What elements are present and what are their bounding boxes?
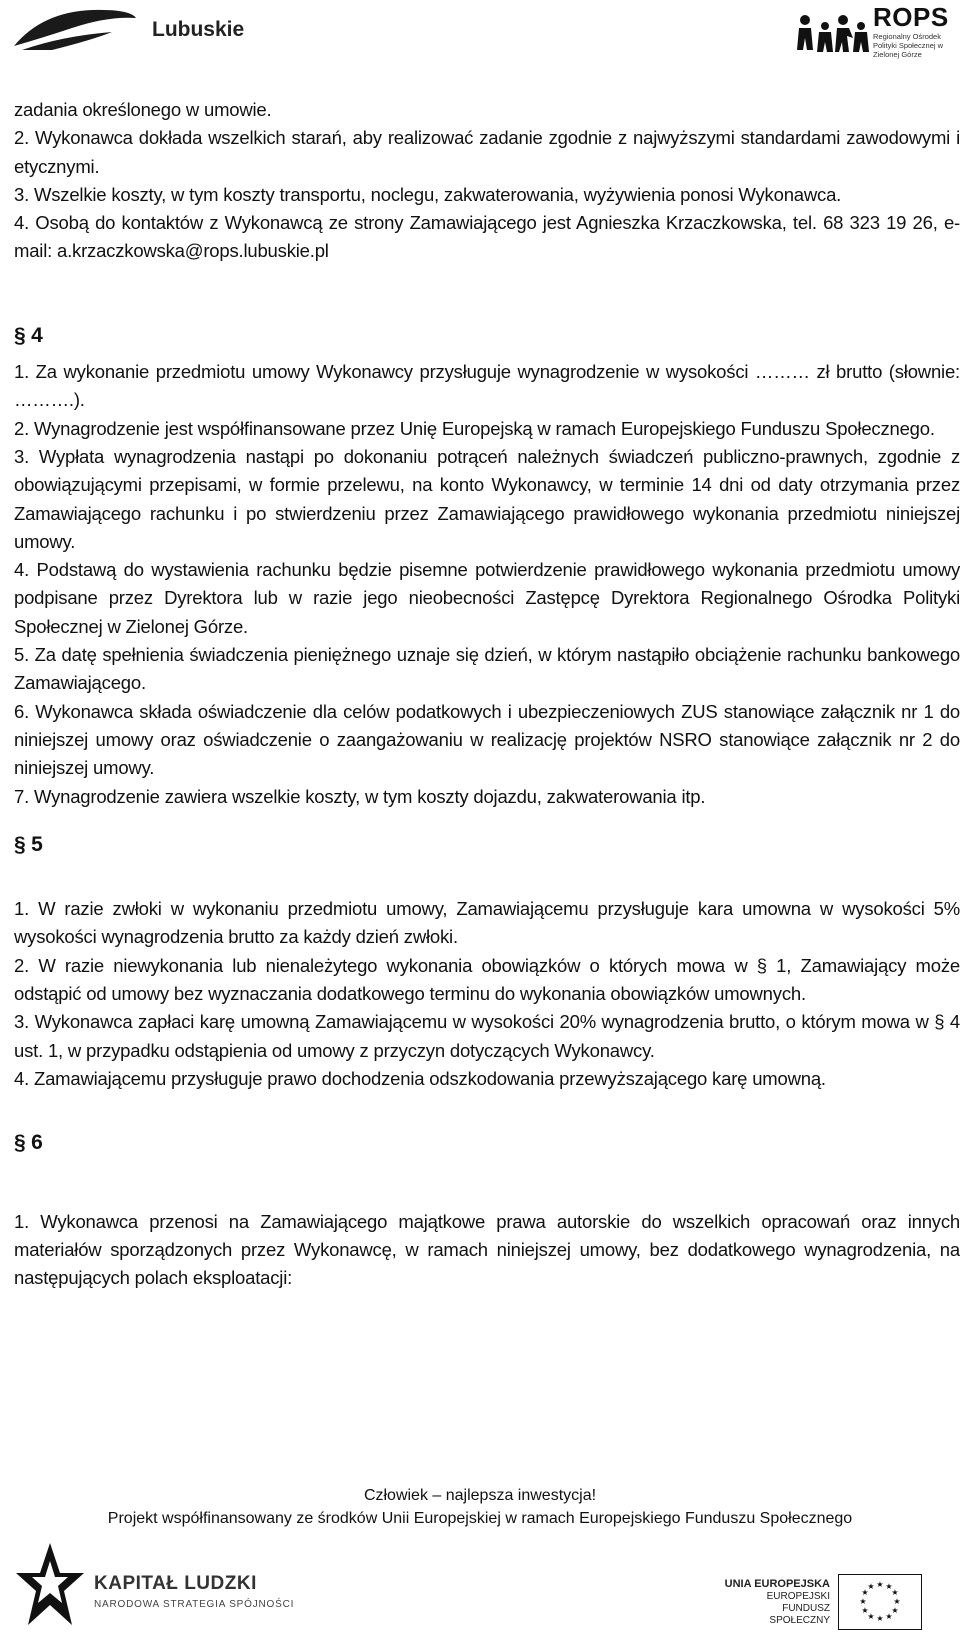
rops-logo-title: ROPS	[873, 2, 949, 32]
svg-text:★: ★	[891, 1606, 899, 1615]
kapital-ludzki-star-icon	[14, 1539, 86, 1629]
bottom-logos	[0, 1535, 960, 1632]
section-heading-5: § 5	[14, 832, 43, 856]
paragraph: 3. Wykonawca zapłaci karę umowną Zamawiającemu w wysokości 20% wynagrodzenia brutto, o którym mowa w § 4 ust. 1, w przypadku odstąpienia od umowy z przyczyn dotyczących Wykonawcy.	[14, 1011, 960, 1061]
rops-logo	[795, 2, 955, 64]
family-figures-icon	[795, 10, 871, 60]
footer-slogan: Człowiek – najlepsza inwestycja!	[363, 1487, 597, 1504]
footer-project-note: Projekt współfinansowany ze środków Unii Europejskiej w ramach Europejskiego Funduszu Społecznego	[107, 1510, 853, 1527]
paragraph: 2. Wykonawca dokłada wszelkich starań, aby realizować zadanie zgodnie z najwyższymi standardami zawodowymi i etycznymi.	[14, 127, 960, 177]
svg-text:★: ★	[876, 1614, 884, 1623]
paragraph: 1. Wykonawca przenosi na Zamawiającego majątkowe prawa autorskie do wszelkich opracowań oraz innych materiałów sporządzonych przez Wykonawcę, w ramach niniejszej umowy, bez dodatkowego wynagrodzenia, na następujących polach eksploatacji:	[14, 1210, 960, 1289]
paragraph: 4. Zamawiającemu przysługuje prawo dochodzenia odszkodowania przewyższającego karę umowną.	[14, 1067, 826, 1089]
kapital-ludzki-subtitle: NARODOWA STRATEGIA SPÓJNOŚCI	[94, 1599, 295, 1610]
paragraph: zadania określonego w umowie.	[14, 99, 272, 120]
spacer	[14, 350, 960, 358]
paragraph: 3. Wszelkie koszty, w tym koszty transportu, noclegu, zakwaterowania, wyżywienia ponosi Wykonawca.	[14, 183, 842, 205]
kapital-ludzki-title: KAPITAŁ LUDZKI	[94, 1573, 257, 1594]
svg-text:★: ★	[885, 1612, 893, 1621]
spacer	[14, 1093, 960, 1129]
paragraph: 1. W razie zwłoki w wykonaniu przedmiotu umowy, Zamawiającemu przysługuje kara umowna w wysokości 5% wysokości wynagrodzenia brutto za każdy dzień zwłoki.	[14, 898, 960, 948]
spacer	[14, 266, 960, 322]
paragraph: 5. Za datę spełnienia świadczenia pieniężnego uznaje się dzień, w którym nastąpiło obciążenie rachunku bankowego Zamawiającego.	[14, 644, 960, 694]
eu-logo-line2: EUROPEJSKI	[766, 1591, 830, 1602]
svg-text:★: ★	[891, 1588, 899, 1597]
page-footer	[0, 1484, 960, 1530]
section-heading-6: § 6	[14, 1131, 43, 1155]
paragraph: 4. Osobą do kontaktów z Wykonawcą ze strony Zamawiającego jest Agnieszka Krzaczkowska, tel. 68 323 19 26, e-mail: a.krzaczkowska@rops.lubuskie.pl	[14, 212, 960, 262]
spacer	[14, 1158, 960, 1208]
document-body	[14, 96, 960, 1292]
paragraph: 6. Wykonawca składa oświadczenie dla celów podatkowych i ubezpieczeniowych ZUS stanowiące załącznik nr 1 do niniejszej umowy oraz oświadczenie o zaangażowaniu w realizację projektów NSRO stanowiące załącznik nr 2 do niniejszej umowy.	[14, 700, 960, 779]
svg-text:★: ★	[893, 1597, 901, 1606]
paragraph: 3. Wypłata wynagrodzenia nastąpi po dokonaniu potrąceń należnych świadczeń publiczno-prawnych, zgodnie z obowiązującymi przepisami, w formie przelewu, na konto Wykonawcy, w terminie 14 dni od daty otrzymania przez Zamawiającego rachunku i po stwierdzeniu przez Zamawiającego prawidłowego wykonania przedmiotu niniejszej umowy.	[14, 445, 960, 552]
paragraph: 1. Za wykonanie przedmiotu umowy Wykonawcy przysługuje wynagrodzenie w wysokości ……… zł brutto (słownie: ……….).	[14, 361, 960, 411]
eu-logo-text	[720, 1578, 830, 1627]
spacer	[14, 811, 960, 831]
eu-flag-icon	[838, 1574, 922, 1630]
paragraph: 2. W razie niewykonania lub nienależytego wykonania obowiązków o których mowa w § 1, Zamawiający może odstąpić od umowy bez wyznaczania dodatkowego terminu do wykonania obowiązków umownych.	[14, 954, 960, 1005]
svg-text:★: ★	[859, 1597, 867, 1606]
svg-text:★: ★	[885, 1582, 893, 1591]
paragraph: 7. Wynagrodzenie zawiera wszelkie koszty, w tym koszty dojazdu, zakwaterowania itp.	[14, 785, 706, 807]
svg-text:★: ★	[861, 1606, 869, 1615]
eu-logo-line3: FUNDUSZ SPOŁECZNY	[769, 1603, 830, 1626]
kapital-ludzki-logo	[14, 1539, 314, 1629]
lubuskie-logo	[12, 6, 252, 56]
svg-text:★: ★	[867, 1612, 875, 1621]
eu-logo-line1: UNIA EUROPEJSKA	[724, 1578, 830, 1590]
rops-logo-subtitle: Regionalny Ośrodek Polityki Społecznej w Zielonej Górze	[873, 32, 944, 59]
svg-text:★: ★	[876, 1580, 884, 1589]
paragraph: 2. Wynagrodzenie jest współfinansowane przez Unię Europejską w ramach Europejskiego Funduszu Społecznego.	[14, 417, 935, 439]
svg-text:★: ★	[861, 1588, 869, 1597]
spacer	[14, 859, 960, 895]
paragraph: 4. Podstawą do wystawienia rachunku będzie pisemne potwierdzenie prawidłowego wykonania przedmiotu umowy podpisane przez Dyrektora lub w razie jego nieobecności Zastępcę Dyrektora Regionalnego Ośrodka Polityki Społecznej w Zielonej Górze.	[14, 559, 960, 637]
section-heading-4: § 4	[14, 323, 43, 347]
lubuskie-logo-text: Lubuskie	[152, 18, 245, 41]
svg-text:★: ★	[867, 1582, 875, 1591]
page-header	[0, 0, 960, 80]
eu-logo	[720, 1560, 950, 1630]
lubuskie-emblem-icon	[12, 6, 142, 56]
